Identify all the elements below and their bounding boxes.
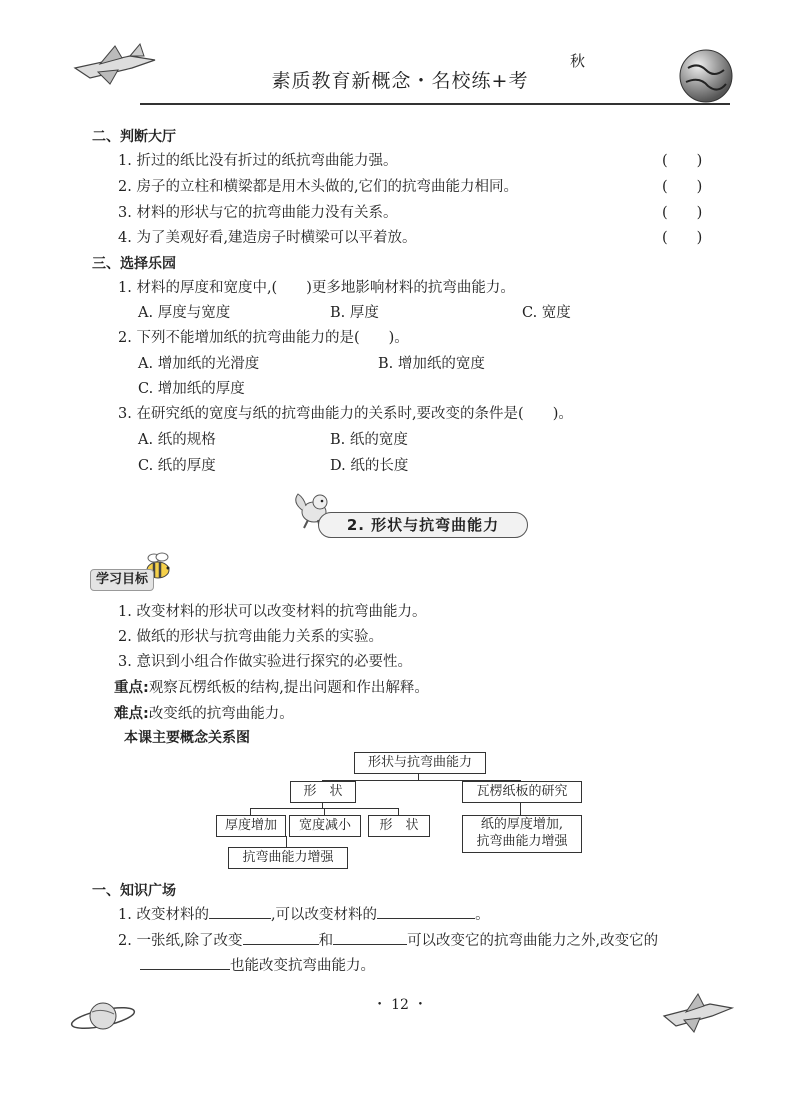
concept-bottom: 抗弯曲能力增强: [228, 847, 348, 869]
judge-answer-1[interactable]: ( ): [662, 153, 703, 169]
key-point-text: 观察瓦楞纸板的结构,提出问题和作出解释。: [148, 680, 429, 696]
judge-item-1: 1. 折过的纸比没有折过的纸抗弯曲能力强。: [118, 153, 398, 169]
choice-q2-option-b[interactable]: B. 增加纸的宽度: [378, 356, 485, 372]
choice-q1-option-a[interactable]: A. 厚度与宽度: [138, 305, 231, 321]
concept-shape: 形 状: [290, 781, 356, 803]
choice-q3-option-c[interactable]: C. 纸的厚度: [138, 458, 216, 474]
concept-width: 宽度减小: [289, 815, 361, 837]
choice-q3-option-d[interactable]: D. 纸的长度: [330, 458, 409, 474]
knowledge-q2-cont: [140, 954, 375, 975]
goal-item-3: 3. 意识到小组合作做实验进行探究的必要性。: [118, 654, 412, 670]
concept-thickness: 厚度增加: [216, 815, 286, 837]
choice-q2-option-a[interactable]: A. 增加纸的光滑度: [138, 356, 260, 372]
difficulty-label: 难点:: [114, 706, 149, 722]
choice-q3-stem: 3. 在研究纸的宽度与纸的抗弯曲能力的关系时,要改变的条件是( )。: [118, 406, 573, 422]
choice-q2-option-c[interactable]: C. 增加纸的厚度: [138, 381, 245, 397]
knowledge-q2-part-a: 2. 一张纸,除了改变: [118, 933, 243, 949]
goal-item-2: 2. 做纸的形状与抗弯曲能力关系的实验。: [118, 629, 383, 645]
choice-q1-option-b[interactable]: B. 厚度: [330, 305, 379, 321]
judge-answer-2[interactable]: ( ): [662, 179, 703, 195]
judge-item-2: 2. 房子的立柱和横梁都是用木头做的,它们的抗弯曲能力相同。: [118, 179, 519, 195]
concept-root: 形状与抗弯曲能力: [354, 752, 486, 774]
connector-bottom: [286, 836, 287, 847]
judge-item-4: 4. 为了美观好看,建造房子时横梁可以平着放。: [118, 230, 417, 246]
knowledge-heading: 一、知识广场: [92, 883, 176, 899]
choice-q3-option-b[interactable]: B. 纸的宽度: [330, 432, 408, 448]
concept-corrugated-result-line1: 纸的厚度增加,: [480, 817, 564, 832]
season-label: 秋: [570, 52, 586, 70]
concept-map-title: 本课主要概念关系图: [124, 730, 250, 746]
knowledge-q1: [118, 903, 490, 924]
blank-4[interactable]: [333, 930, 407, 945]
judge-answer-4[interactable]: ( ): [662, 230, 703, 246]
page-header-title: 素质教育新概念・名校练+考: [271, 70, 529, 92]
space-shuttle-icon-footer: [660, 988, 736, 1034]
page-number: ・ 12 ・: [372, 997, 428, 1013]
concept-shape-leaf: 形 状: [368, 815, 430, 837]
learning-goals-badge: 学习目标: [90, 569, 154, 591]
knowledge-q1-part-b: ,可以改变材料的: [270, 907, 378, 923]
judge-item-3: 3. 材料的形状与它的抗弯曲能力没有关系。: [118, 205, 398, 221]
concept-corrugated-result: [462, 815, 582, 853]
difficulty-text: 改变纸的抗弯曲能力。: [148, 706, 294, 722]
knowledge-q1-part-a: 1. 改变材料的: [118, 907, 209, 923]
choice-q2-stem: 2. 下列不能增加纸的抗弯曲能力的是( )。: [118, 330, 409, 346]
key-point-label: 重点:: [114, 680, 149, 696]
judge-answer-3[interactable]: ( ): [662, 205, 703, 221]
judge-heading: 二、判断大厅: [92, 129, 176, 145]
choice-q1-option-c[interactable]: C. 宽度: [522, 305, 571, 321]
choice-q3-option-a[interactable]: A. 纸的规格: [138, 432, 216, 448]
connector-corrugated-down: [520, 802, 521, 815]
concept-corrugated-result-line2: 抗弯曲能力增强: [476, 834, 568, 849]
choice-heading: 三、选择乐园: [92, 256, 176, 272]
header-divider: [140, 103, 730, 105]
key-point: [114, 676, 429, 697]
knowledge-q1-part-c: 。: [475, 907, 490, 923]
choice-q1-stem: 1. 材料的厚度和宽度中,( )更多地影响材料的抗弯曲能力。: [118, 280, 515, 296]
lesson-title: 2. 形状与抗弯曲能力: [318, 512, 528, 538]
blank-2[interactable]: [377, 904, 475, 919]
knowledge-q2-part-b: 和: [318, 933, 334, 949]
blank-5[interactable]: [140, 955, 230, 970]
knowledge-q2-part-c: 可以改变它的抗弯曲能力之外,改变它的: [407, 933, 659, 949]
goal-item-1: 1. 改变材料的形状可以改变材料的抗弯曲能力。: [118, 604, 427, 620]
blank-1[interactable]: [209, 904, 271, 919]
difficulty-point: [114, 702, 294, 723]
blank-3[interactable]: [243, 930, 319, 945]
knowledge-q2: [118, 929, 658, 950]
knowledge-q2-part-d: 也能改变抗弯曲能力。: [230, 958, 375, 974]
planet-ring-icon: [68, 996, 138, 1036]
concept-corrugated: 瓦楞纸板的研究: [462, 781, 582, 803]
